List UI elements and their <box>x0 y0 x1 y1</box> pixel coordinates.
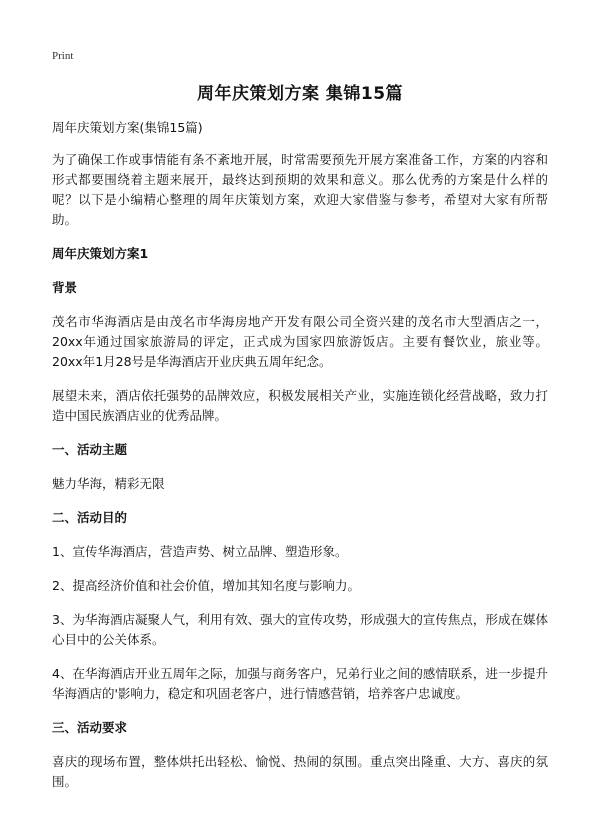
requirements-text: 喜庆的现场布置，整体烘托出轻松、愉悦、热闹的氛围。重点突出隆重、大方、喜庆的氛围。 <box>52 754 548 789</box>
background-paragraph-1: 茂名市华海酒店是由茂名市华海房地产开发有限公司全资兴建的茂名市大型酒店之一，20xx年通过国家旅游局的评定，正式成为国家四旅游饭店。主要有餐饮业，旅业等。20xx年1月28号是华海酒店开业庆典五周年纪念。 <box>52 314 548 369</box>
requirements-heading: 三、活动要求 <box>52 720 128 735</box>
purpose-item: 1、宣传华海酒店，营造声势、树立品牌、塑造形象。 <box>52 544 348 559</box>
background-paragraph-2: 展望未来，酒店依托强势的品牌效应，积极发展相关产业，实施连锁化经营战略，致力打造中国民族酒店业的优秀品牌。 <box>52 388 548 423</box>
theme-text: 魅力华海，精彩无限 <box>52 476 165 491</box>
theme-heading: 一、活动主题 <box>52 442 128 457</box>
section-heading: 周年庆策划方案1 <box>52 246 149 261</box>
purpose-heading: 二、活动目的 <box>52 510 128 525</box>
document-subtitle: 周年庆策划方案(集锦15篇) <box>52 120 203 135</box>
intro-paragraph: 为了确保工作或事情能有条不紊地开展，时常需要预先开展方案准备工作，方案的内容和形式都要围绕着主题来展开，最终达到预期的效果和意义。那么优秀的方案是什么样的呢？以下是小编精心整理的周年庆策划方案，欢迎大家借鉴与参考，希望对大家有所帮助。 <box>52 152 548 227</box>
document-title: 周年庆策划方案 集锦15篇 <box>196 84 404 104</box>
background-heading: 背景 <box>52 280 78 295</box>
purpose-item: 3、为华海酒店凝聚人气，利用有效、强大的宣传攻势，形成强大的宣传焦点，形成在媒体心目中的公关体系。 <box>52 612 548 647</box>
print-label: Print <box>52 50 74 62</box>
purpose-item: 2、提高经济价值和社会价值，增加其知名度与影响力。 <box>52 578 360 593</box>
document-body <box>52 118 548 806</box>
purpose-item: 4、在华海酒店开业五周年之际，加强与商务客户，兄弟行业之间的感情联系，进一步提升华海酒店的'影响力，稳定和巩固老客户，进行情感营销，培养客户忠诚度。 <box>52 666 548 701</box>
